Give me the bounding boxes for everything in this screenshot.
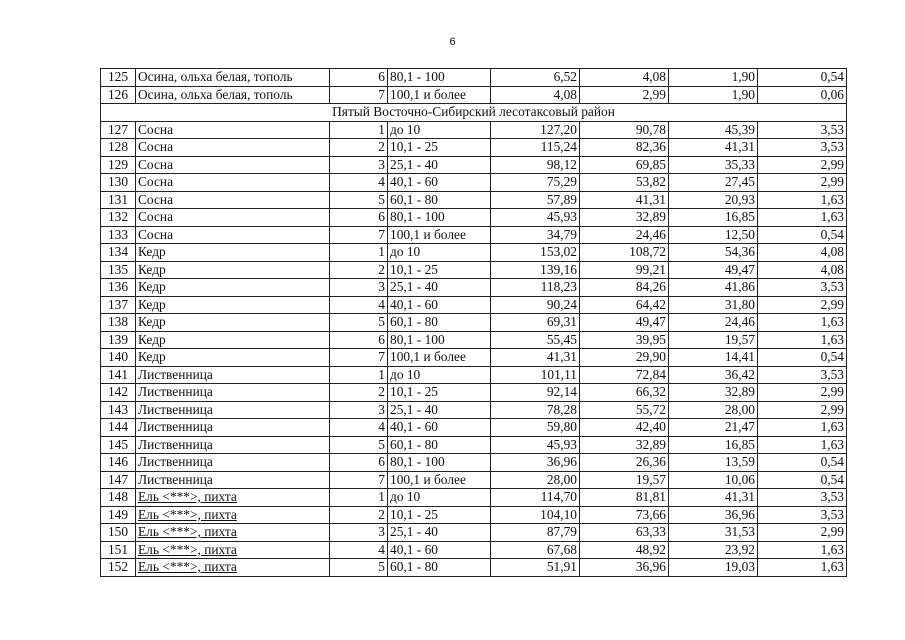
value-2-cell: 32,89 <box>580 209 669 227</box>
group-cell: 5 <box>330 314 388 332</box>
species-cell: Сосна <box>136 121 330 139</box>
value-1-cell: 36,96 <box>491 454 580 472</box>
row-number-cell: 130 <box>101 174 136 192</box>
value-3-cell: 45,39 <box>669 121 758 139</box>
row-number-cell: 127 <box>101 121 136 139</box>
page-number: 6 <box>449 36 456 48</box>
group-cell: 5 <box>330 436 388 454</box>
group-cell: 4 <box>330 296 388 314</box>
group-cell: 7 <box>330 226 388 244</box>
species-cell <box>136 524 330 542</box>
row-number-cell: 140 <box>101 349 136 367</box>
value-2-cell: 32,89 <box>580 436 669 454</box>
diameter-cell: 60,1 - 80 <box>388 191 491 209</box>
value-1-cell: 101,11 <box>491 366 580 384</box>
species-cell: Кедр <box>136 261 330 279</box>
diameter-cell: до 10 <box>388 121 491 139</box>
value-1-cell: 87,79 <box>491 524 580 542</box>
table-row <box>101 244 847 262</box>
species-cell: Лиственница <box>136 454 330 472</box>
value-4-cell: 2,99 <box>758 524 847 542</box>
table-row <box>101 279 847 297</box>
value-2-cell: 53,82 <box>580 174 669 192</box>
diameter-cell: 60,1 - 80 <box>388 559 491 577</box>
group-cell: 1 <box>330 121 388 139</box>
group-cell: 1 <box>330 244 388 262</box>
species-cell: Кедр <box>136 279 330 297</box>
group-cell: 1 <box>330 489 388 507</box>
value-2-cell: 26,36 <box>580 454 669 472</box>
value-1-cell: 6,52 <box>491 69 580 87</box>
table-row <box>101 419 847 437</box>
diameter-cell: 80,1 - 100 <box>388 454 491 472</box>
group-cell: 4 <box>330 419 388 437</box>
diameter-cell: 10,1 - 25 <box>388 139 491 157</box>
species-cell: Осина, ольха белая, тополь <box>136 69 330 87</box>
row-number-cell: 142 <box>101 384 136 402</box>
value-1-cell: 51,91 <box>491 559 580 577</box>
value-3-cell: 41,86 <box>669 279 758 297</box>
diameter-cell: 40,1 - 60 <box>388 296 491 314</box>
value-3-cell: 49,47 <box>669 261 758 279</box>
section-row <box>101 104 847 122</box>
table-row <box>101 209 847 227</box>
value-3-cell: 1,90 <box>669 69 758 87</box>
value-4-cell: 1,63 <box>758 541 847 559</box>
value-2-cell: 4,08 <box>580 69 669 87</box>
species-cell: Лиственница <box>136 436 330 454</box>
row-number-cell: 132 <box>101 209 136 227</box>
value-4-cell: 3,53 <box>758 121 847 139</box>
value-3-cell: 23,92 <box>669 541 758 559</box>
diameter-cell: до 10 <box>388 244 491 262</box>
species-cell: Сосна <box>136 226 330 244</box>
value-1-cell: 104,10 <box>491 506 580 524</box>
table-row <box>101 401 847 419</box>
diameter-cell: 40,1 - 60 <box>388 419 491 437</box>
value-4-cell: 0,54 <box>758 471 847 489</box>
value-3-cell: 35,33 <box>669 156 758 174</box>
group-cell: 7 <box>330 349 388 367</box>
table-row <box>101 436 847 454</box>
species-cell <box>136 506 330 524</box>
table-row <box>101 226 847 244</box>
species-cell: Лиственница <box>136 401 330 419</box>
value-1-cell: 57,89 <box>491 191 580 209</box>
species-cell <box>136 541 330 559</box>
value-3-cell: 13,59 <box>669 454 758 472</box>
value-4-cell: 3,53 <box>758 366 847 384</box>
diameter-cell: 10,1 - 25 <box>388 261 491 279</box>
species-text: Ель <***>, пихта <box>138 559 237 575</box>
value-1-cell: 118,23 <box>491 279 580 297</box>
row-number-cell: 147 <box>101 471 136 489</box>
value-1-cell: 153,02 <box>491 244 580 262</box>
diameter-cell: до 10 <box>388 489 491 507</box>
diameter-cell: 25,1 - 40 <box>388 279 491 297</box>
value-2-cell: 90,78 <box>580 121 669 139</box>
value-3-cell: 19,57 <box>669 331 758 349</box>
value-2-cell: 19,57 <box>580 471 669 489</box>
diameter-cell: 100,1 и более <box>388 349 491 367</box>
rates-table <box>100 68 847 577</box>
value-3-cell: 19,03 <box>669 559 758 577</box>
table-row <box>101 524 847 542</box>
species-text: Ель <***>, пихта <box>138 489 237 505</box>
value-4-cell: 2,99 <box>758 401 847 419</box>
row-number-cell: 139 <box>101 331 136 349</box>
value-2-cell: 2,99 <box>580 86 669 104</box>
value-4-cell: 4,08 <box>758 261 847 279</box>
value-4-cell: 0,06 <box>758 86 847 104</box>
value-1-cell: 115,24 <box>491 139 580 157</box>
value-2-cell: 49,47 <box>580 314 669 332</box>
value-3-cell: 28,00 <box>669 401 758 419</box>
row-number-cell: 125 <box>101 69 136 87</box>
table-row <box>101 559 847 577</box>
group-cell: 7 <box>330 471 388 489</box>
value-4-cell: 0,54 <box>758 349 847 367</box>
value-3-cell: 16,85 <box>669 436 758 454</box>
species-cell <box>136 559 330 577</box>
row-number-cell: 126 <box>101 86 136 104</box>
value-2-cell: 99,21 <box>580 261 669 279</box>
row-number-cell: 141 <box>101 366 136 384</box>
species-cell: Сосна <box>136 209 330 227</box>
row-number-cell: 150 <box>101 524 136 542</box>
value-2-cell: 72,84 <box>580 366 669 384</box>
row-number-cell: 148 <box>101 489 136 507</box>
value-3-cell: 36,42 <box>669 366 758 384</box>
row-number-cell: 143 <box>101 401 136 419</box>
value-1-cell: 45,93 <box>491 209 580 227</box>
value-4-cell: 0,54 <box>758 69 847 87</box>
value-3-cell: 12,50 <box>669 226 758 244</box>
table-row <box>101 86 847 104</box>
diameter-cell: 100,1 и более <box>388 86 491 104</box>
value-1-cell: 4,08 <box>491 86 580 104</box>
diameter-cell: 25,1 - 40 <box>388 524 491 542</box>
value-4-cell: 3,53 <box>758 506 847 524</box>
group-cell: 6 <box>330 209 388 227</box>
value-3-cell: 41,31 <box>669 139 758 157</box>
species-cell: Кедр <box>136 296 330 314</box>
species-cell <box>136 489 330 507</box>
value-4-cell: 2,99 <box>758 384 847 402</box>
species-cell: Осина, ольха белая, тополь <box>136 86 330 104</box>
table-row <box>101 174 847 192</box>
species-cell: Сосна <box>136 174 330 192</box>
row-number-cell: 137 <box>101 296 136 314</box>
value-1-cell: 75,29 <box>491 174 580 192</box>
value-3-cell: 16,85 <box>669 209 758 227</box>
value-2-cell: 81,81 <box>580 489 669 507</box>
value-3-cell: 27,45 <box>669 174 758 192</box>
value-3-cell: 14,41 <box>669 349 758 367</box>
value-2-cell: 48,92 <box>580 541 669 559</box>
value-4-cell: 1,63 <box>758 191 847 209</box>
diameter-cell: 60,1 - 80 <box>388 314 491 332</box>
value-1-cell: 67,68 <box>491 541 580 559</box>
row-number-cell: 134 <box>101 244 136 262</box>
table-row <box>101 541 847 559</box>
group-cell: 3 <box>330 401 388 419</box>
table-row <box>101 261 847 279</box>
value-1-cell: 127,20 <box>491 121 580 139</box>
value-1-cell: 69,31 <box>491 314 580 332</box>
value-2-cell: 84,26 <box>580 279 669 297</box>
table-row <box>101 191 847 209</box>
value-4-cell: 3,53 <box>758 279 847 297</box>
section-title: Пятый Восточно-Сибирский лесотаксовый район <box>101 104 847 122</box>
value-2-cell: 24,46 <box>580 226 669 244</box>
value-4-cell: 3,53 <box>758 139 847 157</box>
value-2-cell: 42,40 <box>580 419 669 437</box>
value-4-cell: 1,63 <box>758 436 847 454</box>
value-4-cell: 3,53 <box>758 489 847 507</box>
species-cell: Кедр <box>136 331 330 349</box>
table-row <box>101 69 847 87</box>
table-row <box>101 314 847 332</box>
species-text: Ель <***>, пихта <box>138 541 237 557</box>
row-number-cell: 136 <box>101 279 136 297</box>
value-4-cell: 2,99 <box>758 174 847 192</box>
value-2-cell: 69,85 <box>580 156 669 174</box>
value-3-cell: 1,90 <box>669 86 758 104</box>
species-cell: Сосна <box>136 156 330 174</box>
value-3-cell: 54,36 <box>669 244 758 262</box>
diameter-cell: 80,1 - 100 <box>388 69 491 87</box>
group-cell: 5 <box>330 559 388 577</box>
species-cell: Лиственница <box>136 419 330 437</box>
diameter-cell: 100,1 и более <box>388 226 491 244</box>
species-cell: Лиственница <box>136 384 330 402</box>
diameter-cell: 60,1 - 80 <box>388 436 491 454</box>
species-cell: Кедр <box>136 349 330 367</box>
value-3-cell: 20,93 <box>669 191 758 209</box>
group-cell: 3 <box>330 524 388 542</box>
table-row <box>101 384 847 402</box>
group-cell: 7 <box>330 86 388 104</box>
value-1-cell: 92,14 <box>491 384 580 402</box>
value-1-cell: 34,79 <box>491 226 580 244</box>
value-3-cell: 31,53 <box>669 524 758 542</box>
value-1-cell: 98,12 <box>491 156 580 174</box>
row-number-cell: 131 <box>101 191 136 209</box>
value-3-cell: 31,80 <box>669 296 758 314</box>
section-header-row-group <box>101 104 847 122</box>
row-number-cell: 129 <box>101 156 136 174</box>
row-number-cell: 128 <box>101 139 136 157</box>
table-row <box>101 156 847 174</box>
value-3-cell: 21,47 <box>669 419 758 437</box>
value-3-cell: 32,89 <box>669 384 758 402</box>
value-1-cell: 59,80 <box>491 419 580 437</box>
value-1-cell: 28,00 <box>491 471 580 489</box>
group-cell: 1 <box>330 366 388 384</box>
table-body-main <box>101 121 847 576</box>
value-4-cell: 0,54 <box>758 454 847 472</box>
species-text: Ель <***>, пихта <box>138 524 237 540</box>
value-3-cell: 36,96 <box>669 506 758 524</box>
species-cell: Кедр <box>136 244 330 262</box>
value-2-cell: 66,32 <box>580 384 669 402</box>
value-2-cell: 108,72 <box>580 244 669 262</box>
diameter-cell: 25,1 - 40 <box>388 156 491 174</box>
group-cell: 2 <box>330 139 388 157</box>
value-1-cell: 139,16 <box>491 261 580 279</box>
group-cell: 2 <box>330 261 388 279</box>
group-cell: 6 <box>330 454 388 472</box>
group-cell: 3 <box>330 279 388 297</box>
row-number-cell: 135 <box>101 261 136 279</box>
species-cell: Сосна <box>136 191 330 209</box>
value-1-cell: 90,24 <box>491 296 580 314</box>
table-row <box>101 139 847 157</box>
value-4-cell: 1,63 <box>758 331 847 349</box>
table-row <box>101 296 847 314</box>
table-row <box>101 349 847 367</box>
diameter-cell: 80,1 - 100 <box>388 209 491 227</box>
value-3-cell: 24,46 <box>669 314 758 332</box>
diameter-cell: 10,1 - 25 <box>388 384 491 402</box>
value-2-cell: 55,72 <box>580 401 669 419</box>
row-number-cell: 146 <box>101 454 136 472</box>
row-number-cell: 145 <box>101 436 136 454</box>
species-cell: Сосна <box>136 139 330 157</box>
value-4-cell: 0,54 <box>758 226 847 244</box>
table-row <box>101 489 847 507</box>
table-row <box>101 331 847 349</box>
value-1-cell: 114,70 <box>491 489 580 507</box>
group-cell: 4 <box>330 174 388 192</box>
row-number-cell: 144 <box>101 419 136 437</box>
value-4-cell: 2,99 <box>758 296 847 314</box>
table-row <box>101 121 847 139</box>
diameter-cell: 40,1 - 60 <box>388 174 491 192</box>
value-2-cell: 64,42 <box>580 296 669 314</box>
value-2-cell: 36,96 <box>580 559 669 577</box>
group-cell: 4 <box>330 541 388 559</box>
value-4-cell: 2,99 <box>758 156 847 174</box>
row-number-cell: 133 <box>101 226 136 244</box>
value-2-cell: 63,33 <box>580 524 669 542</box>
value-1-cell: 45,93 <box>491 436 580 454</box>
species-text: Ель <***>, пихта <box>138 506 237 522</box>
value-4-cell: 1,63 <box>758 559 847 577</box>
value-3-cell: 41,31 <box>669 489 758 507</box>
value-1-cell: 41,31 <box>491 349 580 367</box>
value-3-cell: 10,06 <box>669 471 758 489</box>
diameter-cell: 10,1 - 25 <box>388 506 491 524</box>
row-number-cell: 149 <box>101 506 136 524</box>
species-cell: Лиственница <box>136 471 330 489</box>
value-4-cell: 1,63 <box>758 314 847 332</box>
value-2-cell: 29,90 <box>580 349 669 367</box>
diameter-cell: 80,1 - 100 <box>388 331 491 349</box>
table-body-top <box>101 69 847 104</box>
row-number-cell: 152 <box>101 559 136 577</box>
group-cell: 6 <box>330 331 388 349</box>
group-cell: 6 <box>330 69 388 87</box>
diameter-cell: 25,1 - 40 <box>388 401 491 419</box>
row-number-cell: 151 <box>101 541 136 559</box>
group-cell: 2 <box>330 384 388 402</box>
value-2-cell: 73,66 <box>580 506 669 524</box>
value-1-cell: 55,45 <box>491 331 580 349</box>
value-4-cell: 1,63 <box>758 419 847 437</box>
value-4-cell: 4,08 <box>758 244 847 262</box>
group-cell: 2 <box>330 506 388 524</box>
group-cell: 5 <box>330 191 388 209</box>
table-row <box>101 506 847 524</box>
species-cell: Кедр <box>136 314 330 332</box>
table-row <box>101 471 847 489</box>
value-2-cell: 41,31 <box>580 191 669 209</box>
diameter-cell: 100,1 и более <box>388 471 491 489</box>
diameter-cell: 40,1 - 60 <box>388 541 491 559</box>
species-cell: Лиственница <box>136 366 330 384</box>
row-number-cell: 138 <box>101 314 136 332</box>
value-4-cell: 1,63 <box>758 209 847 227</box>
group-cell: 3 <box>330 156 388 174</box>
value-2-cell: 82,36 <box>580 139 669 157</box>
value-1-cell: 78,28 <box>491 401 580 419</box>
diameter-cell: до 10 <box>388 366 491 384</box>
value-2-cell: 39,95 <box>580 331 669 349</box>
table-row <box>101 366 847 384</box>
table-row <box>101 454 847 472</box>
